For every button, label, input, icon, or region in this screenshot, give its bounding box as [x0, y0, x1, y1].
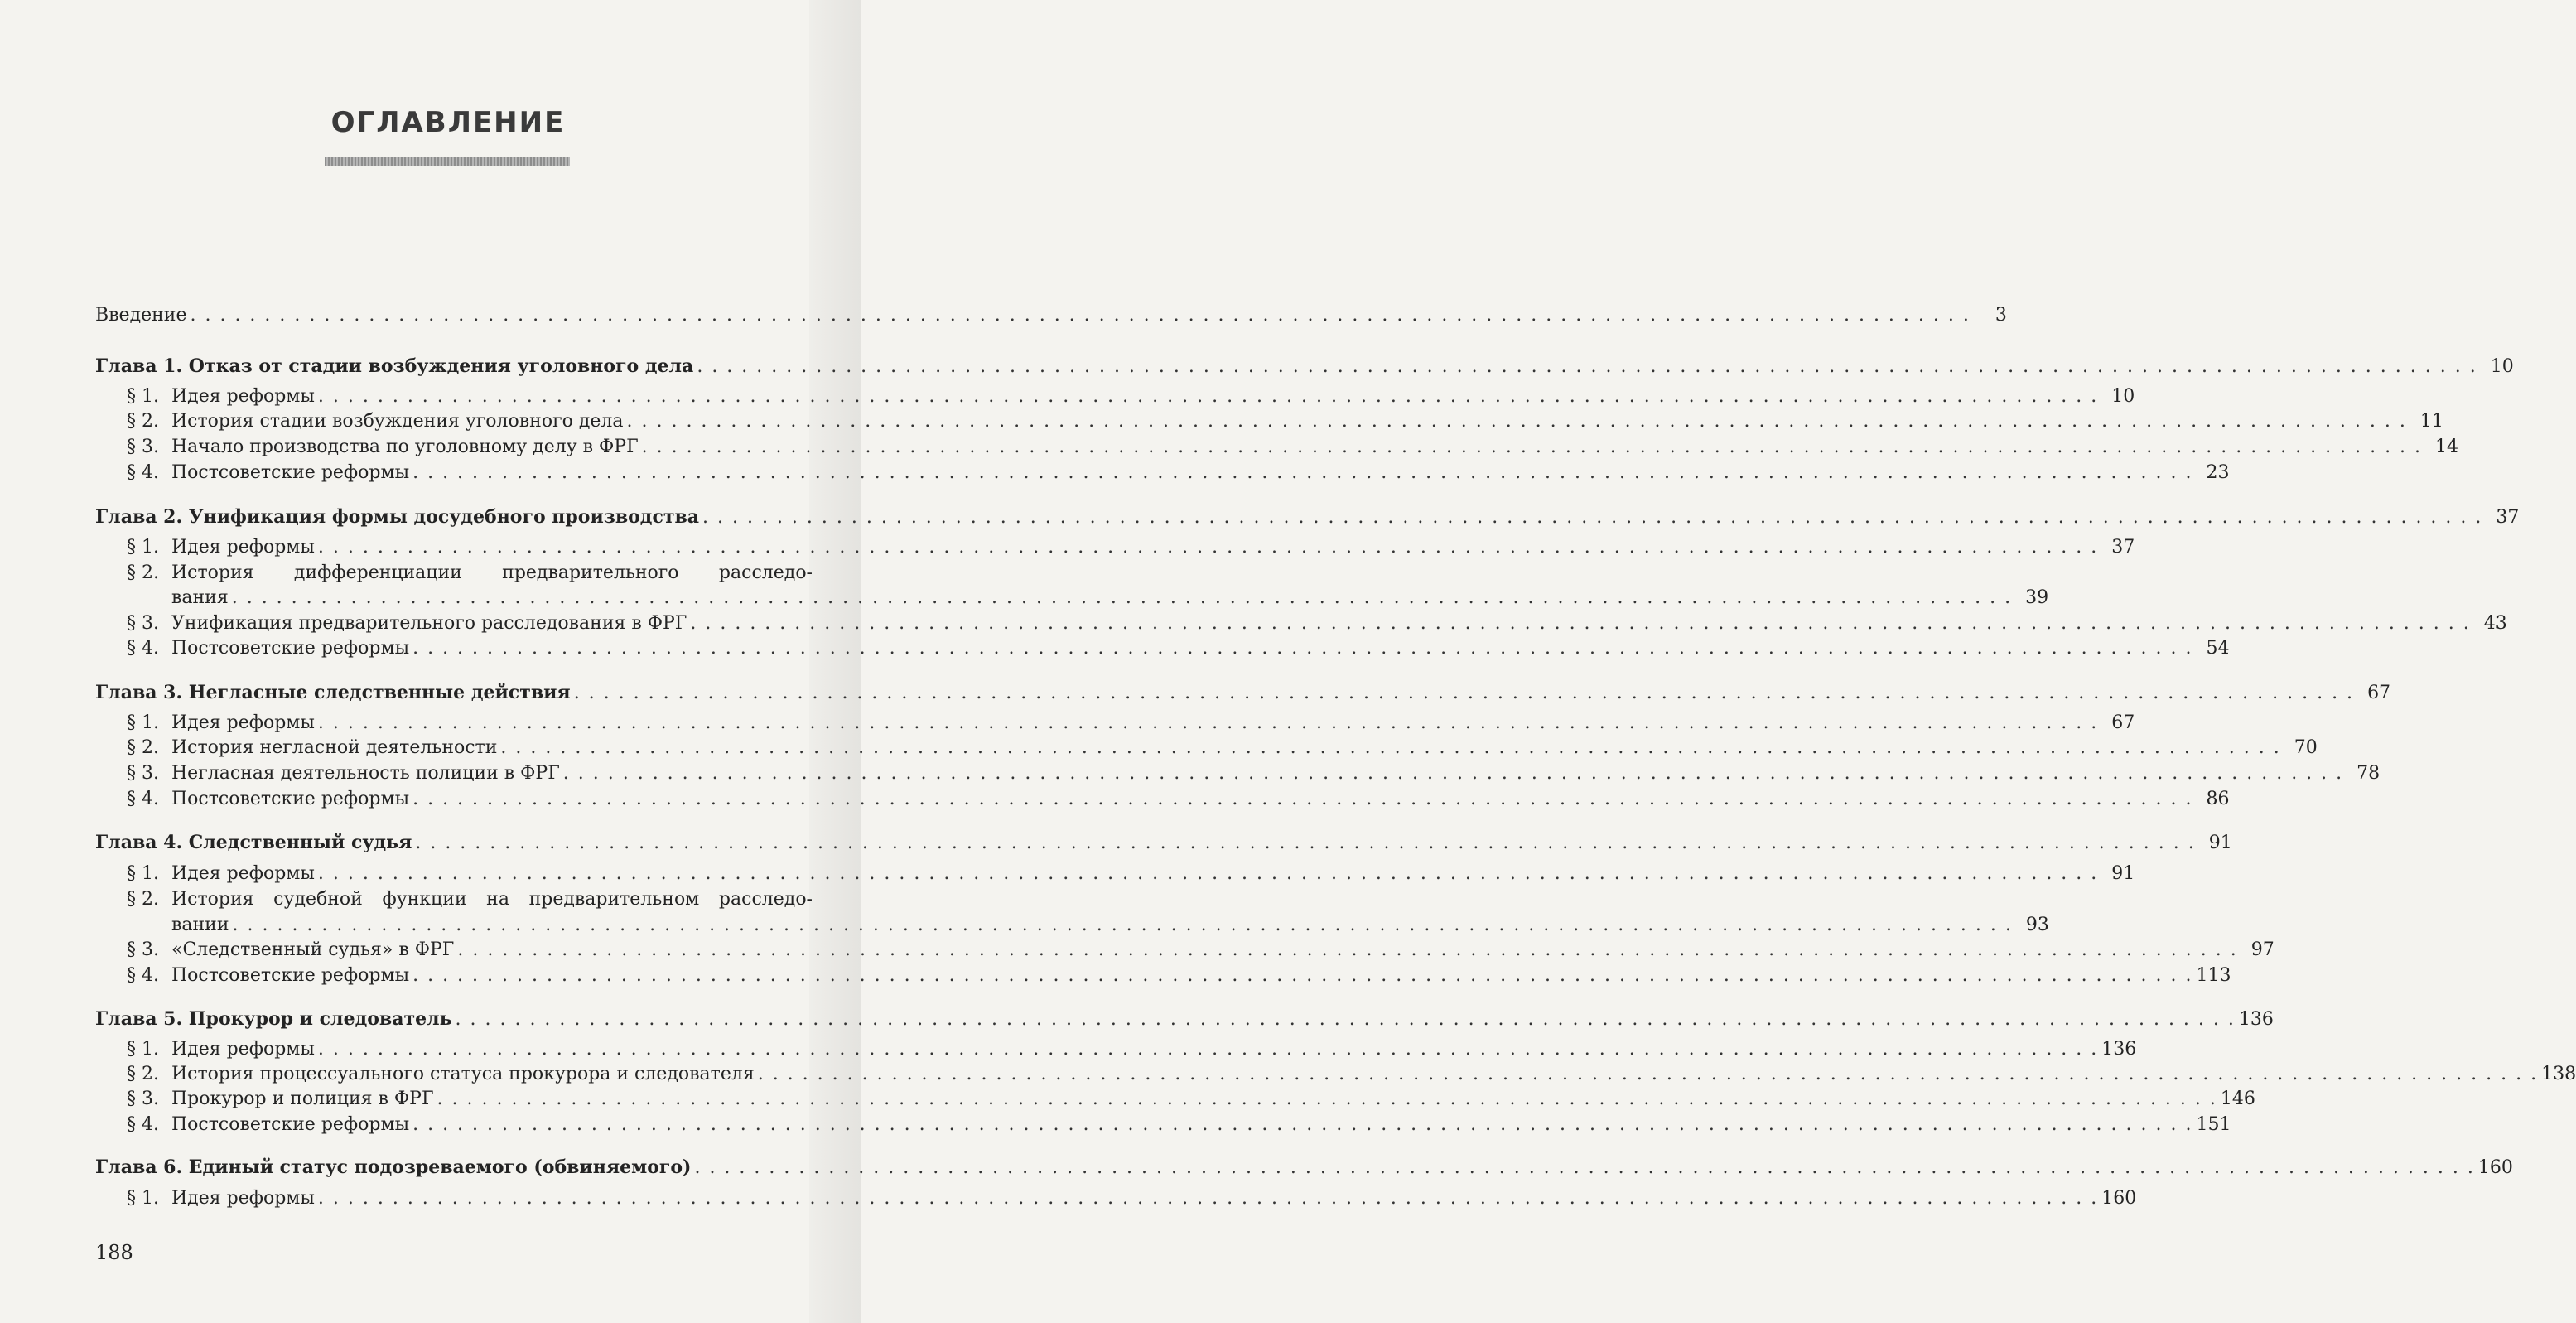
- toc-section-label: Постсоветские реформы: [171, 638, 410, 659]
- toc-section-label: Идея реформы: [171, 537, 315, 558]
- toc-section-page: 86: [2206, 789, 2230, 809]
- toc-chapter-page: 37: [2496, 507, 2520, 528]
- toc-section-page: 39: [2025, 587, 2049, 608]
- toc-section-3-2[interactable]: [95, 736, 2318, 760]
- leader-dots: . . . . . . . . . . . . . . . . . . . . . . . . . . . . . . . . . . . . . . . . . . . . . . . . . . . . . . . . . . . . . . . . . . . . . . . . . . . . . . . . . . . . . . . . . . . . . . . . . . . . . . . . . . . . . . . . . . . . . . . .: [641, 437, 2423, 457]
- leader-dots: . . . . . . . . . . . . . . . . . . . . . . . . . . . . . . . . . . . . . . . . . . . . . . . . . . . . . . . . . . . . . . . . . . . . . . . . . . . . . . . . . . . . . . . . . . . . . . . . . . . . . . . . . . . . . . . . . . . . . . . .: [412, 965, 2193, 986]
- toc-section-label: История стадии возбуждения уголовного дела: [171, 411, 624, 432]
- toc-section-number: § 3.: [127, 1089, 159, 1109]
- toc-intro-label: Введение: [95, 305, 187, 326]
- toc-section-label: Начало производства по уголовному делу в ФРГ: [171, 437, 639, 457]
- toc-section-label: Идея реформы: [171, 1188, 315, 1209]
- toc-section-page: 10: [2111, 386, 2135, 407]
- toc-section-page: 113: [2196, 965, 2231, 986]
- toc-section-4-1[interactable]: [95, 862, 2135, 886]
- toc-section-3-4[interactable]: [95, 787, 2230, 812]
- toc-section-4-2[interactable]: [95, 913, 2049, 938]
- toc-section-label: Постсоветские реформы: [171, 789, 410, 809]
- toc-section-number: § 1.: [127, 1188, 159, 1209]
- leader-dots: . . . . . . . . . . . . . . . . . . . . . . . . . . . . . . . . . . . . . . . . . . . . . . . . . . . . . . . . . . . . . . . . . . . . . . . . . . . . . . . . . . . . . . . . . . . . . . . . . . . . . . . . . . . . . . . . . . . . . . . .: [317, 1188, 2099, 1209]
- leader-dots: . . . . . . . . . . . . . . . . . . . . . . . . . . . . . . . . . . . . . . . . . . . . . . . . . . . . . . . . . . . . . . . . . . . . . . . . . . . . . . . . . . . . . . . . . . . . . . . . . . . . . . . . . . . . . . . . . . . . . . . .: [457, 939, 2238, 960]
- leader-dots: . . . . . . . . . . . . . . . . . . . . . . . . . . . . . . . . . . . . . . . . . . . . . . . . . . . . . . . . . . . . . . . . . . . . . . . . . . . . . . . . . . . . . . . . . . . . . . . . . . . . . . . . . . . . . . . . . . . . . . . .: [697, 356, 2477, 377]
- leader-dots: . . . . . . . . . . . . . . . . . . . . . . . . . . . . . . . . . . . . . . . . . . . . . . . . . . . . . . . . . . . . . . . . . . . . . . . . . . . . . . . . . . . . . . . . . . . . . . . . . . . . . . . . . . . . . . . . . . . . . . . .: [190, 305, 1971, 326]
- toc-section-number: § 1.: [127, 1039, 159, 1060]
- leader-dots: . . . . . . . . . . . . . . . . . . . . . . . . . . . . . . . . . . . . . . . . . . . . . . . . . . . . . . . . . . . . . . . . . . . . . . . . . . . . . . . . . . . . . . . . . . . . . . . . . . . . . . . . . . . . . . . . . . . . . . . .: [317, 386, 2099, 407]
- toc-section-page: 37: [2111, 537, 2135, 558]
- toc-section-page: 146: [2220, 1089, 2255, 1109]
- toc-section-page: 151: [2196, 1114, 2231, 1135]
- toc-chapter-label: Глава 6. Единый статус подозреваемого (обвиняемого): [95, 1156, 692, 1178]
- toc-section-number: § 2.: [127, 411, 159, 432]
- toc-section-page: 67: [2111, 712, 2135, 733]
- leader-dots: . . . . . . . . . . . . . . . . . . . . . . . . . . . . . . . . . . . . . . . . . . . . . . . . . . . . . . . . . . . . . . . . . . . . . . . . . . . . . . . . . . . . . . . . . . . . . . . . . . . . . . . . . . . . . . . . . . . . . . . .: [702, 507, 2483, 528]
- page-title: ОГЛАВЛЕНИЕ: [330, 106, 566, 139]
- leader-dots: . . . . . . . . . . . . . . . . . . . . . . . . . . . . . . . . . . . . . . . . . . . . . . . . . . . . . . . . . . . . . . . . . . . . . . . . . . . . . . . . . . . . . . . . . . . . . . . . . . . . . . . . . . . . . . . . . . . . . . . .: [412, 1114, 2193, 1135]
- toc-chapter-label: Глава 3. Негласные следственные действия: [95, 682, 571, 703]
- title-underline: [325, 157, 570, 166]
- toc-section-page: 138: [2541, 1064, 2576, 1084]
- toc-chapter-6[interactable]: [95, 1155, 2513, 1181]
- toc-chapter-page: 67: [2367, 683, 2391, 703]
- leader-dots: . . . . . . . . . . . . . . . . . . . . . . . . . . . . . . . . . . . . . . . . . . . . . . . . . . . . . . . . . . . . . . . . . . . . . . . . . . . . . . . . . . . . . . . . . . . . . . . . . . . . . . . . . . . . . . . . . . . . . . . .: [317, 1039, 2099, 1060]
- toc-intro-page: 3: [1995, 305, 2007, 326]
- leader-dots: . . . . . . . . . . . . . . . . . . . . . . . . . . . . . . . . . . . . . . . . . . . . . . . . . . . . . . . . . . . . . . . . . . . . . . . . . . . . . . . . . . . . . . . . . . . . . . . . . . . . . . . . . . . . . . . . . . . . . . . .: [694, 1157, 2475, 1178]
- leader-dots: . . . . . . . . . . . . . . . . . . . . . . . . . . . . . . . . . . . . . . . . . . . . . . . . . . . . . . . . . . . . . . . . . . . . . . . . . . . . . . . . . . . . . . . . . . . . . . . . . . . . . . . . . . . . . . . . . . . . . . . .: [455, 1009, 2236, 1030]
- toc-section-page: 11: [2419, 411, 2443, 432]
- toc-section-number: § 2.: [127, 1064, 159, 1084]
- toc-section-1-2[interactable]: [95, 409, 2443, 434]
- toc-section-number: § 4.: [127, 965, 159, 986]
- leader-dots: . . . . . . . . . . . . . . . . . . . . . . . . . . . . . . . . . . . . . . . . . . . . . . . . . . . . . . . . . . . . . . . . . . . . . . . . . . . . . . . . . . . . . . . . . . . . . . . . . . . . . . . . . . . . . . . . . . . . . . . .: [573, 683, 2355, 703]
- toc-section-label: Негласная деятельность полиции в ФРГ: [171, 763, 560, 784]
- toc-section-number: § 2.: [127, 889, 159, 910]
- toc-section-label: Идея реформы: [171, 863, 315, 884]
- toc-section-label: Прокурор и полиция в ФРГ: [171, 1089, 434, 1109]
- toc-chapter-5[interactable]: [95, 1007, 2274, 1032]
- toc-section-label: Постсоветские реформы: [171, 462, 410, 483]
- toc-section-page: 160: [2101, 1188, 2137, 1209]
- leader-dots: . . . . . . . . . . . . . . . . . . . . . . . . . . . . . . . . . . . . . . . . . . . . . . . . . . . . . . . . . . . . . . . . . . . . . . . . . . . . . . . . . . . . . . . . . . . . . . . . . . . . . . . . . . . . . . . . . . . . . . . .: [415, 833, 2196, 853]
- leader-dots: . . . . . . . . . . . . . . . . . . . . . . . . . . . . . . . . . . . . . . . . . . . . . . . . . . . . . . . . . . . . . . . . . . . . . . . . . . . . . . . . . . . . . . . . . . . . . . . . . . . . . . . . . . . . . . . . . . . . . . . .: [412, 462, 2193, 483]
- toc-section-2-4[interactable]: [95, 636, 2230, 661]
- toc-chapter-page: 136: [2238, 1009, 2274, 1030]
- toc-section-number: § 3.: [127, 613, 159, 634]
- toc-section-number: § 2.: [127, 563, 159, 583]
- toc-section-number: § 4.: [127, 462, 159, 483]
- toc-chapter-2[interactable]: [95, 505, 2520, 530]
- leader-dots: . . . . . . . . . . . . . . . . . . . . . . . . . . . . . . . . . . . . . . . . . . . . . . . . . . . . . . . . . . . . . . . . . . . . . . . . . . . . . . . . . . . . . . . . . . . . . . . . . . . . . . . . . . . . . . . . . . . . . . . .: [231, 587, 2013, 608]
- toc-section-5-1[interactable]: [95, 1037, 2137, 1062]
- toc-section-1-1[interactable]: [95, 384, 2135, 409]
- toc-section-page: 97: [2250, 939, 2275, 960]
- toc-chapter-label: Глава 4. Следственный судья: [95, 832, 412, 853]
- toc-section-number: § 1.: [127, 863, 159, 884]
- toc-section-label: Постсоветские реформы: [171, 1114, 410, 1135]
- toc-section-5-2[interactable]: [95, 1062, 2576, 1087]
- toc-intro[interactable]: [95, 303, 2007, 328]
- toc-section-label: Идея реформы: [171, 1039, 315, 1060]
- toc-section-label: История процессуального статуса прокурора и следователя: [171, 1064, 755, 1084]
- toc-section-label: вании: [171, 915, 229, 935]
- leader-dots: . . . . . . . . . . . . . . . . . . . . . . . . . . . . . . . . . . . . . . . . . . . . . . . . . . . . . . . . . . . . . . . . . . . . . . . . . . . . . . . . . . . . . . . . . . . . . . . . . . . . . . . . . . . . . . . . . . . . . . . .: [317, 712, 2099, 733]
- toc-section-2-2[interactable]: [95, 586, 2049, 611]
- toc-section-label-line1: История судебной функции на предварительном расследо-: [171, 889, 813, 910]
- toc-section-number: § 4.: [127, 638, 159, 659]
- toc-section-page: 23: [2206, 462, 2230, 483]
- toc-section-page: 14: [2435, 437, 2459, 457]
- toc-section-number: § 1.: [127, 537, 159, 558]
- leader-dots: . . . . . . . . . . . . . . . . . . . . . . . . . . . . . . . . . . . . . . . . . . . . . . . . . . . . . . . . . . . . . . . . . . . . . . . . . . . . . . . . . . . . . . . . . . . . . . . . . . . . . . . . . . . . . . . . . . . . . . . .: [412, 638, 2193, 659]
- toc-section-3-1[interactable]: [95, 711, 2135, 736]
- leader-dots: . . . . . . . . . . . . . . . . . . . . . . . . . . . . . . . . . . . . . . . . . . . . . . . . . . . . . . . . . . . . . . . . . . . . . . . . . . . . . . . . . . . . . . . . . . . . . . . . . . . . . . . . . . . . . . . . . . . . . . . .: [232, 915, 2013, 935]
- toc-section-5-4[interactable]: [95, 1113, 2231, 1137]
- toc-section-2-3[interactable]: [95, 611, 2507, 636]
- toc-section-3-3[interactable]: [95, 761, 2381, 786]
- toc-section-number: § 1.: [127, 712, 159, 733]
- leader-dots: . . . . . . . . . . . . . . . . . . . . . . . . . . . . . . . . . . . . . . . . . . . . . . . . . . . . . . . . . . . . . . . . . . . . . . . . . . . . . . . . . . . . . . . . . . . . . . . . . . . . . . . . . . . . . . . . . . . . . . . .: [562, 763, 2344, 784]
- toc-chapter-page: 10: [2490, 356, 2514, 377]
- toc-section-5-3[interactable]: [95, 1087, 2255, 1112]
- toc-section-number: § 1.: [127, 386, 159, 407]
- toc-section-6-1[interactable]: [95, 1186, 2137, 1211]
- leader-dots: . . . . . . . . . . . . . . . . . . . . . . . . . . . . . . . . . . . . . . . . . . . . . . . . . . . . . . . . . . . . . . . . . . . . . . . . . . . . . . . . . . . . . . . . . . . . . . . . . . . . . . . . . . . . . . . . . . . . . . . .: [757, 1064, 2539, 1084]
- toc-chapter-label: Глава 2. Унификация формы досудебного производства: [95, 506, 700, 528]
- toc-section-page: 78: [2357, 763, 2381, 784]
- toc-chapter-label: Глава 5. Прокурор и следователь: [95, 1008, 452, 1030]
- toc-chapter-3[interactable]: [95, 680, 2391, 706]
- toc-section-label: Унификация предварительного расследования в ФРГ: [171, 613, 687, 634]
- toc-section-number: § 4.: [127, 789, 159, 809]
- leader-dots: . . . . . . . . . . . . . . . . . . . . . . . . . . . . . . . . . . . . . . . . . . . . . . . . . . . . . . . . . . . . . . . . . . . . . . . . . . . . . . . . . . . . . . . . . . . . . . . . . . . . . . . . . . . . . . . . . . . . . . . .: [412, 789, 2193, 809]
- toc-section-page: 91: [2111, 863, 2135, 884]
- toc-section-1-3[interactable]: [95, 435, 2459, 460]
- toc-section-label: Идея реформы: [171, 386, 315, 407]
- toc-section-2-1[interactable]: [95, 535, 2135, 560]
- toc-chapter-page: 91: [2208, 833, 2232, 853]
- leader-dots: . . . . . . . . . . . . . . . . . . . . . . . . . . . . . . . . . . . . . . . . . . . . . . . . . . . . . . . . . . . . . . . . . . . . . . . . . . . . . . . . . . . . . . . . . . . . . . . . . . . . . . . . . . . . . . . . . . . . . . . .: [690, 613, 2471, 634]
- toc-section-page: 43: [2483, 613, 2507, 634]
- toc-section-label: Постсоветские реформы: [171, 965, 410, 986]
- toc-section-page: 93: [2025, 915, 2049, 935]
- toc-section-label: Идея реформы: [171, 712, 315, 733]
- toc-section-label: «Следственный судья» в ФРГ: [171, 939, 455, 960]
- toc-section-number: § 3.: [127, 763, 159, 784]
- toc-chapter-label: Глава 1. Отказ от стадии возбуждения уголовного дела: [95, 355, 694, 377]
- toc-section-number: § 4.: [127, 1114, 159, 1135]
- toc-chapter-page: 160: [2477, 1157, 2513, 1178]
- toc-section-label: вания: [171, 587, 229, 608]
- toc-section-4-3[interactable]: [95, 938, 2275, 963]
- toc-section-number: § 3.: [127, 437, 159, 457]
- toc-section-page: 70: [2294, 737, 2318, 758]
- toc-section-page: 136: [2101, 1039, 2137, 1060]
- leader-dots: . . . . . . . . . . . . . . . . . . . . . . . . . . . . . . . . . . . . . . . . . . . . . . . . . . . . . . . . . . . . . . . . . . . . . . . . . . . . . . . . . . . . . . . . . . . . . . . . . . . . . . . . . . . . . . . . . . . . . . . .: [317, 537, 2099, 558]
- leader-dots: . . . . . . . . . . . . . . . . . . . . . . . . . . . . . . . . . . . . . . . . . . . . . . . . . . . . . . . . . . . . . . . . . . . . . . . . . . . . . . . . . . . . . . . . . . . . . . . . . . . . . . . . . . . . . . . . . . . . . . . .: [317, 863, 2099, 884]
- toc-section-label: История негласной деятельности: [171, 737, 498, 758]
- leader-dots: . . . . . . . . . . . . . . . . . . . . . . . . . . . . . . . . . . . . . . . . . . . . . . . . . . . . . . . . . . . . . . . . . . . . . . . . . . . . . . . . . . . . . . . . . . . . . . . . . . . . . . . . . . . . . . . . . . . . . . . .: [437, 1089, 2217, 1109]
- toc-chapter-1[interactable]: [95, 354, 2514, 379]
- toc-section-4-4[interactable]: [95, 963, 2231, 988]
- toc-chapter-4[interactable]: [95, 830, 2232, 856]
- toc-section-1-4[interactable]: [95, 461, 2230, 485]
- leader-dots: . . . . . . . . . . . . . . . . . . . . . . . . . . . . . . . . . . . . . . . . . . . . . . . . . . . . . . . . . . . . . . . . . . . . . . . . . . . . . . . . . . . . . . . . . . . . . . . . . . . . . . . . . . . . . . . . . . . . . . . .: [626, 411, 2407, 432]
- toc-section-page: 54: [2206, 638, 2230, 659]
- leader-dots: . . . . . . . . . . . . . . . . . . . . . . . . . . . . . . . . . . . . . . . . . . . . . . . . . . . . . . . . . . . . . . . . . . . . . . . . . . . . . . . . . . . . . . . . . . . . . . . . . . . . . . . . . . . . . . . . . . . . . . . .: [500, 737, 2281, 758]
- toc-section-number: § 3.: [127, 939, 159, 960]
- toc-section-number: § 2.: [127, 737, 159, 758]
- toc-section-label-line1: История дифференциации предварительного расследо-: [171, 563, 813, 583]
- page-number: 188: [95, 1241, 133, 1264]
